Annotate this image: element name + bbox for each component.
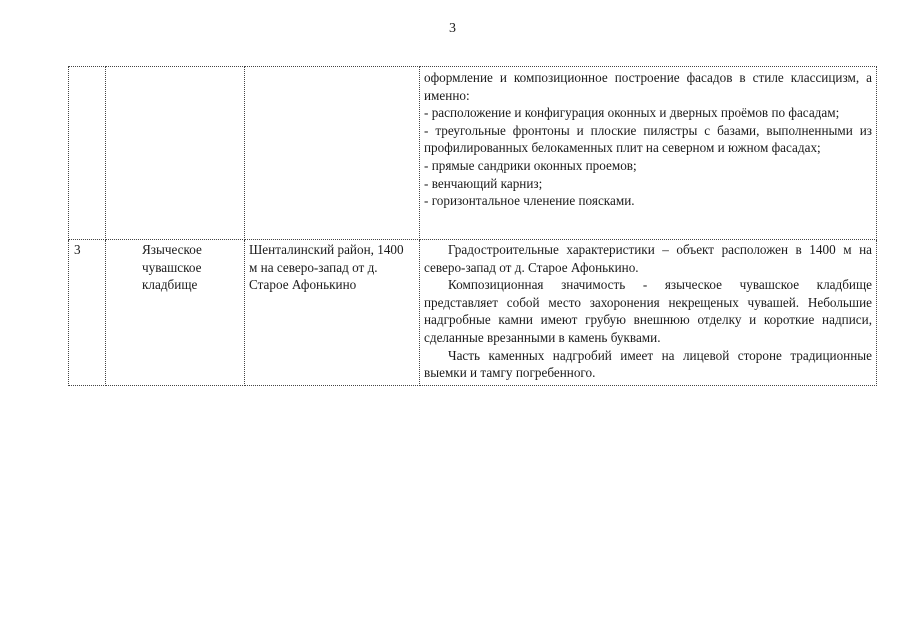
table-row	[69, 67, 877, 240]
number-cell: 3	[69, 240, 106, 386]
number-cell	[69, 67, 106, 240]
description-cell	[420, 240, 877, 386]
location-cell	[245, 67, 420, 240]
description-line: - прямые сандрики оконных проемов;	[424, 157, 637, 173]
location-cell: Шенталинский район, 1400 м на северо-запад от д. Старое Афонькино	[245, 240, 420, 386]
description-line: - венчающий карниз;	[424, 175, 543, 191]
description-paragraph: Градостроительные характеристики – объект расположен в 1400 м на северо-запад от д. Старое Афонькино.	[424, 242, 872, 275]
description-line: оформление и композиционное построение фасадов в стиле классицизм, а именно:	[424, 70, 872, 103]
description-cell	[420, 67, 877, 240]
description-line: - расположение и конфигурация оконных и дверных проёмов по фасадам;	[424, 105, 840, 121]
description-line: - треугольные фронтоны и плоские пилястры с базами, выполненными из профилированных белокаменных плит на северном и южном фасадах;	[424, 122, 872, 156]
name-cell	[106, 67, 245, 240]
description-paragraph: Композиционная значимость - языческое чувашское кладбище представляет собой место захоронения некрещеных чувашей. Небольшие надгробные камни имеют грубую внешнюю отделку и короткие надписи, сделанные врезанными в камень буквами.	[424, 277, 872, 345]
page-number: 3	[449, 21, 456, 36]
description-paragraph: Часть каменных надгробий имеет на лицевой стороне традиционные выемки и тамгу погребенного.	[424, 347, 872, 381]
table-row	[69, 240, 877, 386]
name-cell: Языческое чувашское кладбище	[106, 240, 245, 386]
description-line: - горизонтальное членение поясками.	[424, 193, 635, 209]
objects-table	[68, 66, 877, 386]
